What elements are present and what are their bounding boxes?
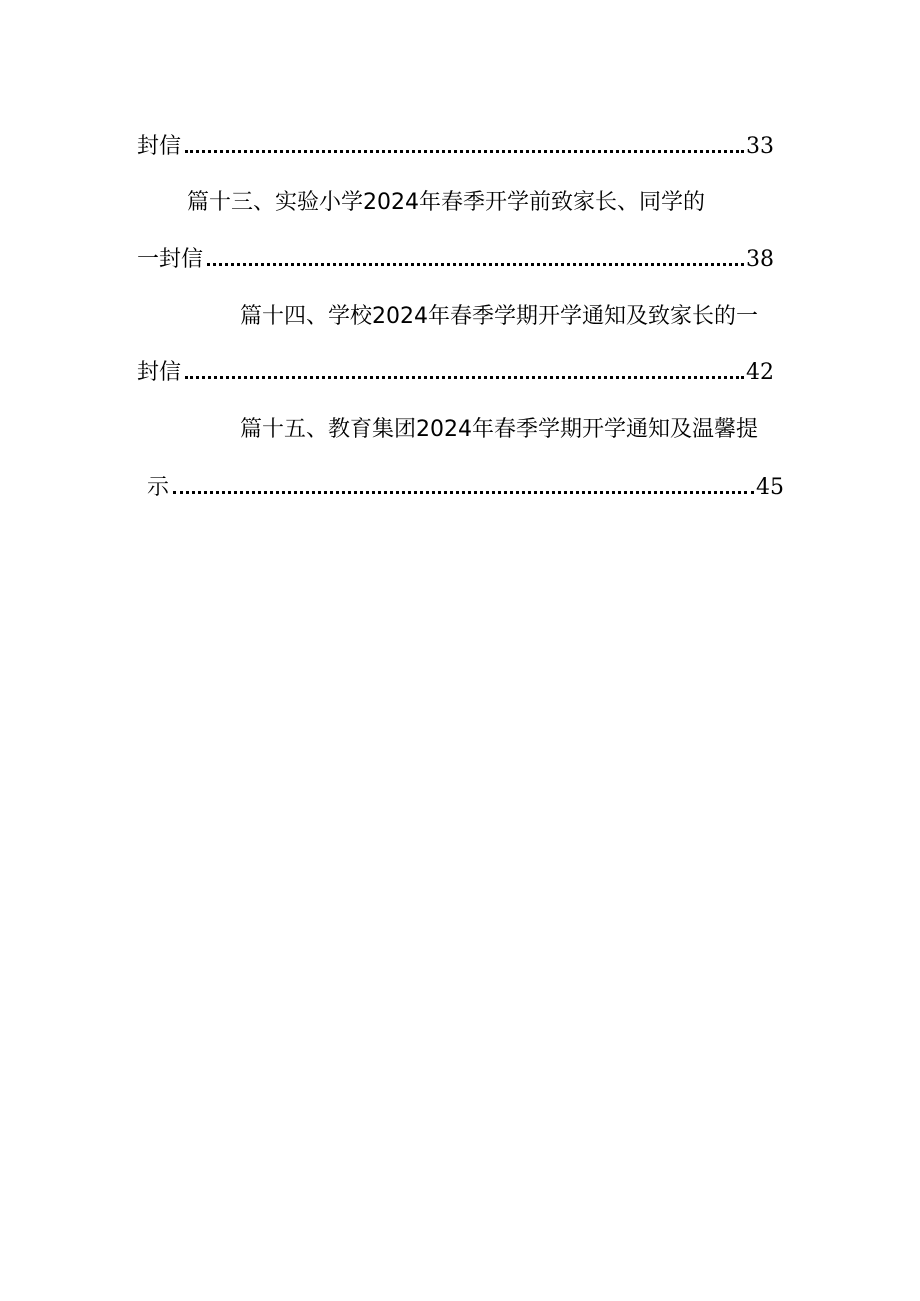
toc-leader-dots (185, 376, 744, 379)
toc-entry-title: 篇十四、学校2024年春季学期开学通知及致家长的一 (240, 304, 758, 329)
toc-leader-dots (173, 491, 754, 494)
toc-entry-text: 封信 (137, 360, 182, 385)
toc-page-number: 42 (746, 360, 774, 385)
toc-entry-text: 示 (147, 475, 170, 500)
toc-leader-dots (185, 150, 744, 153)
toc-page-number: 38 (746, 247, 774, 272)
toc-leader-dots (207, 263, 744, 266)
toc-entry-title: 篇十五、教育集团2024年春季学期开学通知及温馨提 (240, 417, 758, 442)
toc-entry-continuation (137, 246, 774, 274)
toc-page-number: 45 (756, 475, 784, 500)
toc-entry-continuation (147, 474, 784, 502)
toc-entry-continuation (137, 133, 774, 161)
toc-page-number: 33 (746, 134, 774, 159)
toc-entry-continuation (137, 359, 774, 387)
toc-entry-title: 篇十三、实验小学2024年春季开学前致家长、同学的 (187, 190, 705, 215)
toc-entry-text: 封信 (137, 134, 182, 159)
toc-entry-text: 一封信 (137, 247, 204, 272)
